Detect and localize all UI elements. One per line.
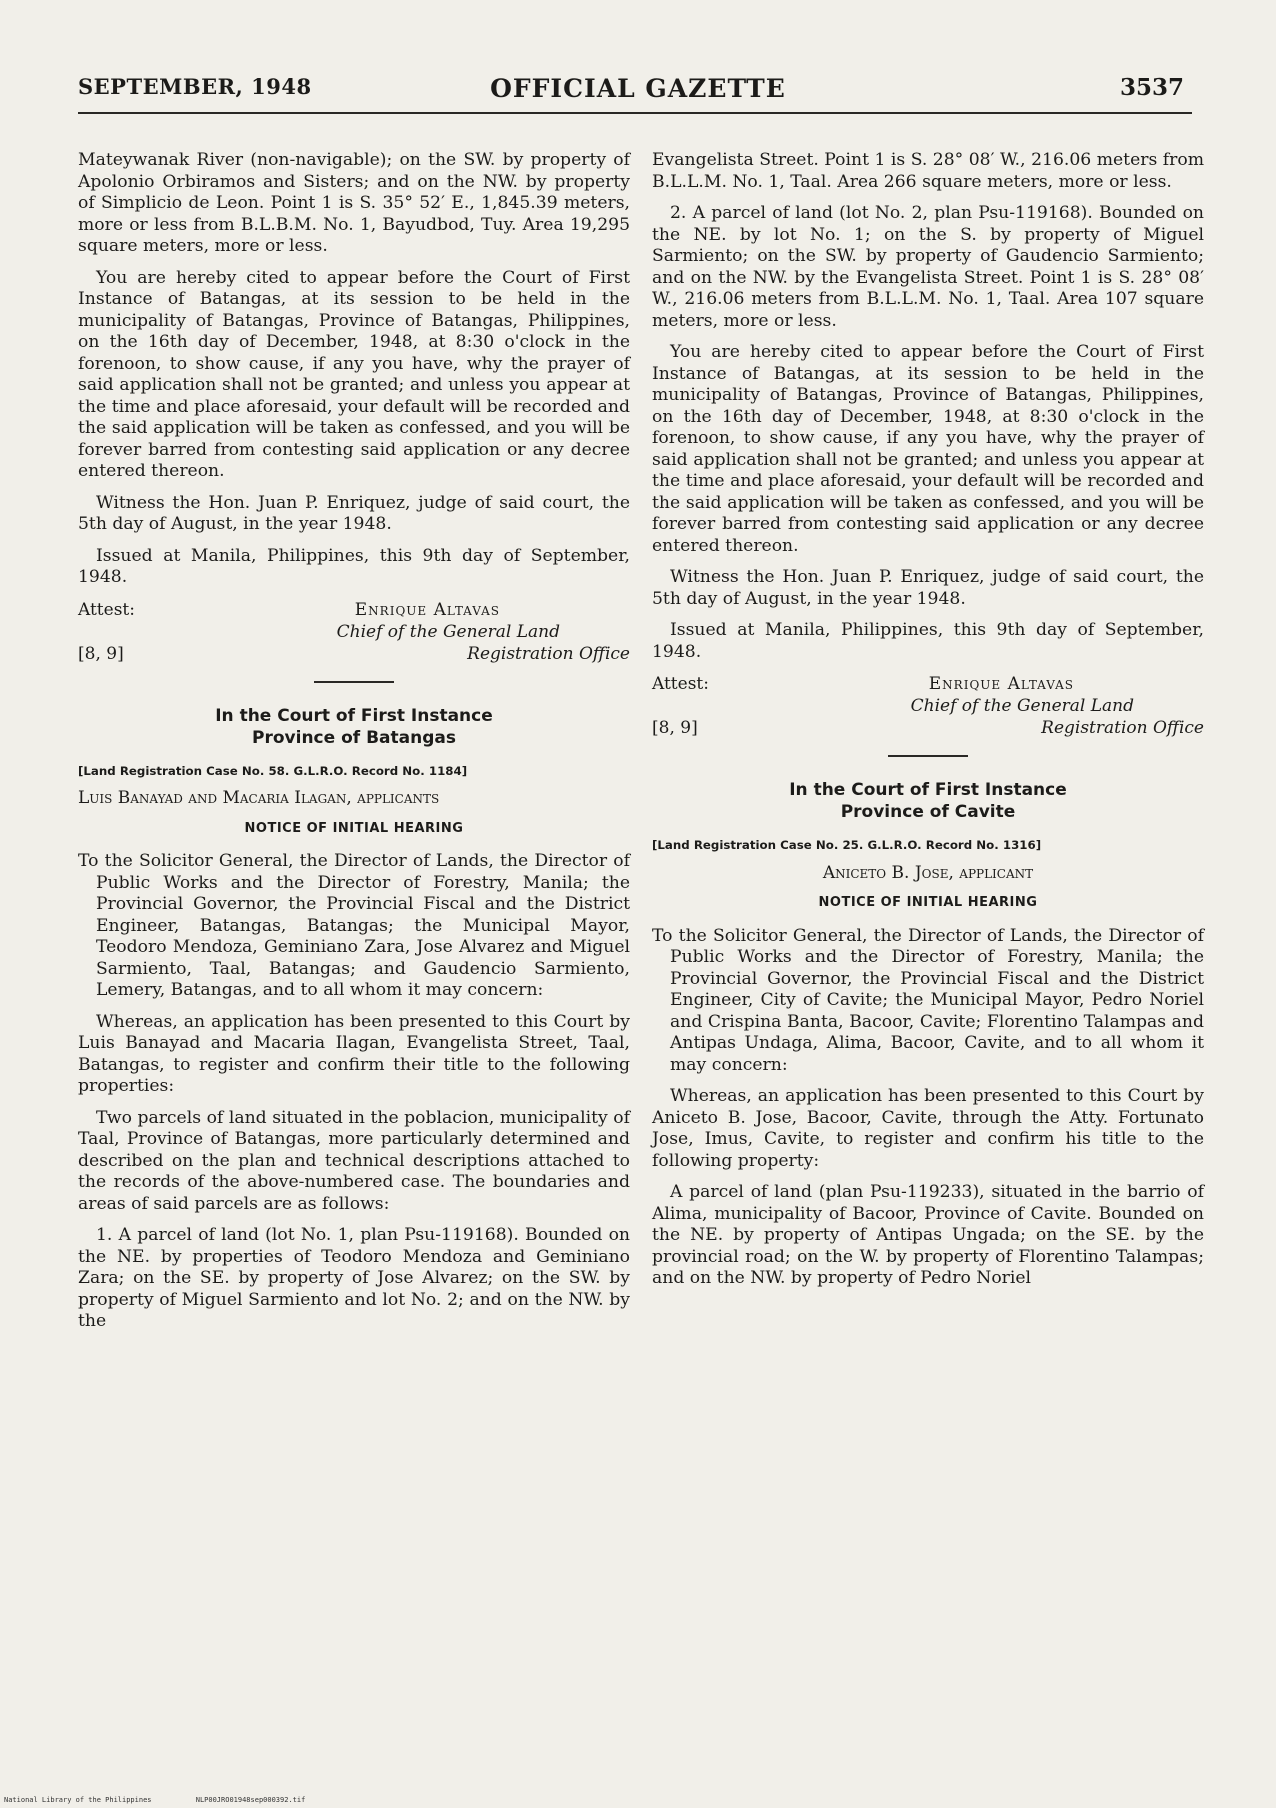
parcels-intro-paragraph: Two parcels of land situated in the poblacion, municipality of Taal, Province of Batangas, more particularly determined and described on the plan and technical descriptions attached to the records of the above-numbered case. The boundaries and areas of said parcels are as follows: [78,1107,630,1214]
notice-heading: NOTICE OF INITIAL HEARING [244,820,464,836]
right-issued-paragraph: Issued at Manila, Philippines, this 9th day of September, 1948. [652,620,1204,662]
applicants-line: Luis Banayad and Macaria Ilagan, applicants [78,788,440,808]
scan-footer [4,1796,345,1804]
court-heading-line2: Province of Batangas [252,727,456,748]
right-attest-block [652,673,1204,743]
left-attest-block [78,599,630,669]
section-divider [314,681,394,683]
left-witness-paragraph: Witness the Hon. Juan P. Enriquez, judge of said court, the 5th day of August, in the year 1948. [78,492,630,534]
attest-title-line2: Registration Office [1041,718,1204,738]
header-date: SEPTEMBER, 1948 [78,74,312,99]
attest-name: Enrique Altavas [928,674,1074,694]
attest-ref: [8, 9] [652,718,698,738]
attest-name: Enrique Altavas [354,599,500,620]
header-title: OFFICIAL GAZETTE [490,74,786,103]
court-heading-line1: In the Court of First Instance [789,780,1067,800]
parcel2-paragraph: 2. A parcel of land (lot No. 2, plan Psu-119168). Bounded on the NE. by lot No. 1; on the S. by property of Miguel Sarmiento; on the SW. by property of Gaudencio Sarmiento; and on the NW. by the Evangelista Street. Point 1 is S. 28° 08′ W., 216.06 meters from B.L.L.M. No. 1, Taal. Area 107 square meters, more or less. [652,203,1204,331]
right-column [652,150,1204,1300]
case-number-line: [Land Registration Case No. 25. G.L.R.O. Record No. 1316] [652,838,1042,852]
notice-heading: NOTICE OF INITIAL HEARING [818,895,1038,910]
header-page-number: 3537 [1120,74,1185,101]
right-continuation-paragraph: Evangelista Street. Point 1 is S. 28° 08′ W., 216.06 meters from B.L.L.M. No. 1, Taal. Area 266 square meters, more or less. [652,150,1204,192]
attest-title-line2: Registration Office [467,643,630,664]
attest-title-line1: Chief of the General Land [336,621,560,642]
left-issued-paragraph: Issued at Manila, Philippines, this 9th day of September, 1948. [78,545,630,587]
attest-label: Attest: [78,599,135,620]
parcel1-paragraph: 1. A parcel of land (lot No. 1, plan Psu-119168). Bounded on the NE. by properties of Teodoro Mendoza and Geminiano Zara; on the SE. by property of Jose Alvarez; on the SW. by property of Miguel Sarmiento and lot No. 2; and on the NW. by the [78,1225,630,1331]
attest-ref: [8, 9] [78,643,124,664]
attest-label: Attest: [652,674,709,694]
footer-library: National Library of the Philippines [4,1796,152,1804]
section-divider [888,755,968,757]
left-column [78,150,630,1343]
parcel-paragraph: A parcel of land (plan Psu-119233), situated in the barrio of Alima, municipality of Bacoor, Province of Cavite. Bounded on the NE. by property of Antipas Ungada; on the SE. by the provincial road; on the W. by property of Florentino Talampas; and on the NW. by property of Pedro Noriel [652,1182,1204,1288]
court-heading-line1: In the Court of First Instance [215,705,493,726]
left-cited-paragraph: You are hereby cited to appear before the Court of First Instance of Batangas, at its session to be held in the municipality of Batangas, Province of Batangas, Philippines, on the 16th day of December, 1948, at 8:30 o'clock in the forenoon, to show cause, if any you have, why the prayer of said application shall not be granted; and unless you appear at the time and place aforesaid, your default will be recorded and the said application will be taken as confessed, and you will be forever barred from contesting said application or any decree entered thereon. [78,267,630,481]
attest-title-line1: Chief of the General Land [910,696,1134,716]
right-cited-paragraph: You are hereby cited to appear before the Court of First Instance of Batangas, at its session to be held in the municipality of Batangas, Province of Batangas, Philippines, on the 16th day of December, 1948, at 8:30 o'clock in the forenoon, to show cause, if any you have, why the prayer of said application shall not be granted; and unless you appear at the time and place aforesaid, your default will be recorded and the said application will be taken as confessed, and you will be forever barred from contesting said application or any decree entered thereon. [652,342,1204,556]
whereas-paragraph: Whereas, an application has been presented to this Court by Luis Banayad and Macaria Ilagan, Evangelista Street, Taal, Batangas, to register and confirm their title to the following properties: [78,1011,630,1096]
addressees-paragraph: To the Solicitor General, the Director of Lands, the Director of Public Works and the Director of Forestry, Manila; the Provincial Governor, the Provincial Fiscal and the District Engineer, City of Cavite; the Municipal Mayor, Pedro Noriel and Crispina Banta, Bacoor, Cavite; Florentino Talampas and Antipas Undaga, Alima, Bacoor, Cavite, and to all whom it may concern: [652,925,1204,1075]
addressees-paragraph: To the Solicitor General, the Director of Lands, the Director of Public Works and the Director of Forestry, Manila; the Provincial Governor, the Provincial Fiscal and the District Engineer, Batangas, Batangas; the Municipal Mayor, Teodoro Mendoza, Geminiano Zara, Jose Alvarez and Miguel Sarmiento, Taal, Batangas; and Gaudencio Sarmiento, Lemery, Batangas, and to all whom it may concern: [78,851,630,1000]
whereas-paragraph: Whereas, an application has been presented to this Court by Aniceto B. Jose, Bacoor, Cavite, through the Atty. Fortunato Jose, Imus, Cavite, to register and confirm his title to the following property: [652,1086,1204,1171]
footer-file: NLP00JRO01948sep000392.tif [195,1796,306,1804]
header-rule [78,112,1192,114]
applicant-line: Aniceto B. Jose, applicant [822,862,1034,883]
right-witness-paragraph: Witness the Hon. Juan P. Enriquez, judge of said court, the 5th day of August, in the year 1948. [652,567,1204,609]
court-heading-line2: Province of Cavite [840,802,1016,822]
left-continuation-paragraph: Mateywanak River (non-navigable); on the SW. by property of Apolonio Orbiramos and Sisters; and on the NW. by property of Simplicio de Leon. Point 1 is S. 35° 52′ E., 1,845.39 meters, more or less from B.L.B.M. No. 1, Bayudbod, Tuy. Area 19,295 square meters, more or less. [78,150,630,256]
case-number-line: [Land Registration Case No. 58. G.L.R.O. Record No. 1184] [78,763,468,778]
